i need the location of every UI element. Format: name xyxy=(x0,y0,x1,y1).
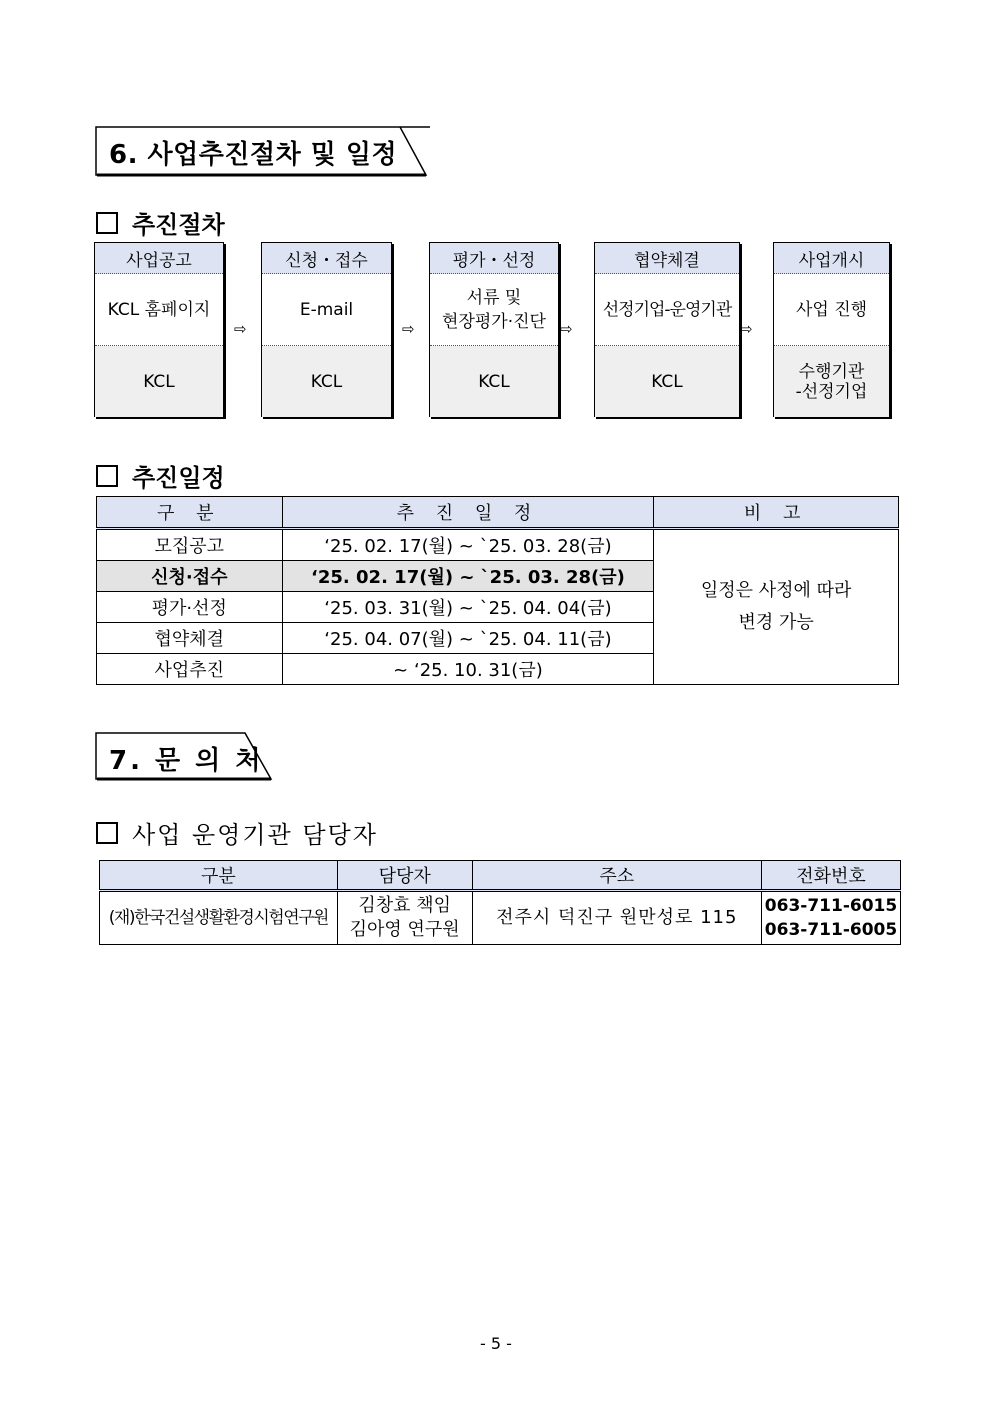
flow-step-header: 사업공고 xyxy=(95,243,223,274)
schedule-header-cell: 추 진 일 정 xyxy=(282,497,654,529)
contact-address: 전주시 덕진구 원만성로 115 xyxy=(472,891,761,945)
contact-table xyxy=(99,860,901,945)
contact-header-cell: 구분 xyxy=(100,861,338,891)
checkbox-square-icon xyxy=(96,465,118,487)
contact-phone: 063-711-6005 xyxy=(764,920,898,940)
flow-step-header: 협약체결 xyxy=(595,243,739,274)
schedule-note xyxy=(654,529,899,685)
schedule-table xyxy=(96,496,899,685)
section7-heading xyxy=(95,732,275,782)
flow-step-bottom-line2: -선정기업 xyxy=(795,381,868,402)
contact-header-row xyxy=(100,861,901,891)
schedule-item: 신청·접수 xyxy=(97,561,283,592)
schedule-heading-text: 추진일정 xyxy=(132,464,225,492)
schedule-period: ‘25. 02. 17(월) ~ `25. 03. 28(금) xyxy=(282,529,654,561)
contact-heading-text: 사업 운영기관 담당자 xyxy=(132,821,378,849)
flow-arrow-icon: ⇨ xyxy=(234,320,247,338)
flow-step-middle-line1: 서류 및 xyxy=(466,287,522,308)
flow-arrow-icon: ⇨ xyxy=(560,320,573,338)
schedule-note-line2: 변경 가능 xyxy=(738,612,814,633)
section6-heading xyxy=(95,126,430,176)
flow-step-5 xyxy=(773,242,890,417)
contact-header-cell: 주소 xyxy=(472,861,761,891)
flow-step-header: 신청・접수 xyxy=(262,243,391,274)
flow-step-middle: 선정기업-운영기관 xyxy=(595,274,739,346)
schedule-period: ‘25. 02. 17(월) ~ `25. 03. 28(금) xyxy=(282,561,654,592)
procedure-heading xyxy=(96,205,225,240)
contact-persons xyxy=(337,891,472,945)
flow-arrow-icon: ⇨ xyxy=(402,320,415,338)
schedule-heading xyxy=(96,458,225,493)
section7-title: 7. 문 의 처 xyxy=(109,746,264,776)
flow-step-bottom: KCL xyxy=(95,346,223,417)
contact-header-cell: 전화번호 xyxy=(762,861,901,891)
flow-step-bottom-line1: 수행기관 xyxy=(798,361,865,382)
contact-phone: 063-711-6015 xyxy=(764,896,898,916)
contact-heading xyxy=(96,815,378,850)
flow-arrow-icon: ⇨ xyxy=(740,320,753,338)
flow-step-bottom xyxy=(774,346,889,417)
contact-header-cell: 담당자 xyxy=(337,861,472,891)
schedule-period: ~ ‘25. 10. 31(금) xyxy=(282,654,654,685)
flow-step-bottom: KCL xyxy=(595,346,739,417)
schedule-note-line1: 일정은 사정에 따라 xyxy=(700,580,852,601)
procedure-heading-text: 추진절차 xyxy=(132,211,225,239)
flow-step-bottom: KCL xyxy=(262,346,391,417)
schedule-period: ‘25. 03. 31(월) ~ `25. 04. 04(금) xyxy=(282,592,654,623)
flow-step-header: 사업개시 xyxy=(774,243,889,274)
schedule-item: 평가·선정 xyxy=(97,592,283,623)
flow-step-middle: 사업 진행 xyxy=(774,274,889,346)
contact-person: 김아영 연구원 xyxy=(349,919,460,940)
flow-step-middle: KCL 홈페이지 xyxy=(95,274,223,346)
flow-step-middle-line2: 현장평가·진단 xyxy=(442,311,546,332)
flow-step-3 xyxy=(429,242,559,417)
contact-person: 김창효 책임 xyxy=(358,895,451,916)
schedule-item: 모집공고 xyxy=(97,529,283,561)
flow-step-middle: E-mail xyxy=(262,274,391,346)
flow-step-4 xyxy=(594,242,740,417)
contact-row xyxy=(100,891,901,945)
contact-phones xyxy=(762,891,901,945)
flow-step-header: 평가・선정 xyxy=(430,243,558,274)
flow-step-bottom: KCL xyxy=(430,346,558,417)
schedule-item: 협약체결 xyxy=(97,623,283,654)
checkbox-square-icon xyxy=(96,212,118,234)
checkbox-square-icon xyxy=(96,822,118,844)
flow-step-middle xyxy=(430,274,558,346)
schedule-header-cell: 구 분 xyxy=(97,497,283,529)
flow-step-2 xyxy=(261,242,392,417)
page-number: - 5 - xyxy=(480,1334,512,1353)
schedule-period: ‘25. 04. 07(월) ~ `25. 04. 11(금) xyxy=(282,623,654,654)
flow-step-1 xyxy=(94,242,224,417)
section6-title: 6. 사업추진절차 및 일정 xyxy=(109,140,398,170)
schedule-header-row xyxy=(97,497,899,529)
schedule-row xyxy=(97,529,899,561)
schedule-header-cell: 비 고 xyxy=(654,497,899,529)
schedule-item: 사업추진 xyxy=(97,654,283,685)
contact-org: (재)한국건설생활환경시험연구원 xyxy=(100,891,338,945)
